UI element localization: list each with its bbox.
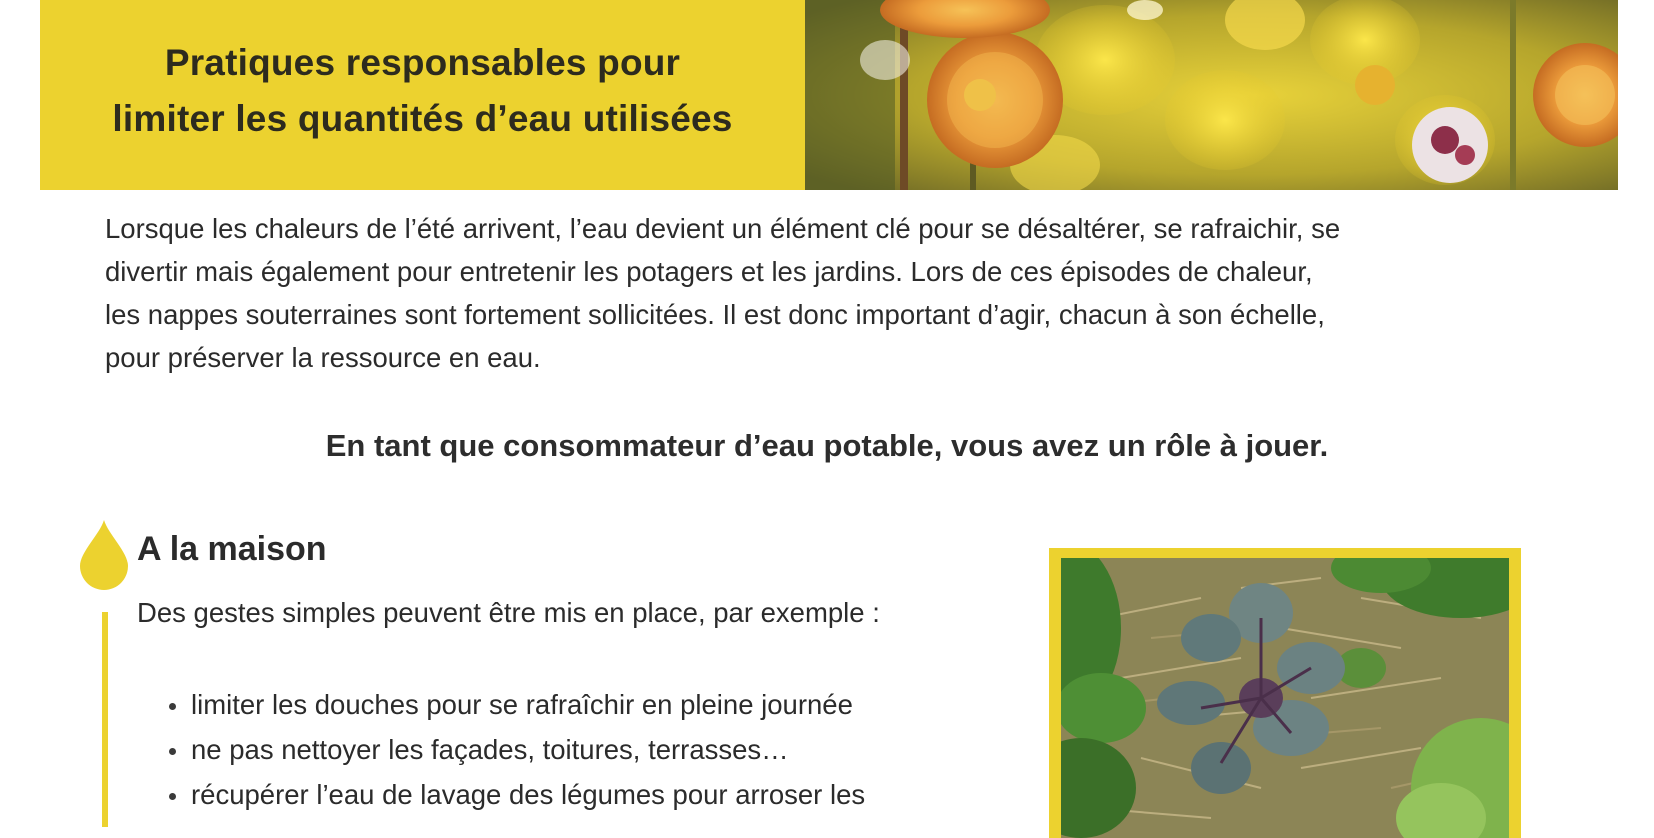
- intro-paragraph: [105, 207, 1555, 379]
- intro-line-1: Lorsque les chaleurs de l’été arrivent, l’eau devient un élément clé pour se désaltérer, se rafraichir, se: [105, 213, 1341, 244]
- banner-title: [40, 0, 805, 190]
- banner-title-line-2: limiter les quantités d’eau utilisées: [112, 98, 733, 139]
- list-item: limiter les douches pour se rafraîchir en pleine journée: [165, 682, 865, 727]
- dahlia-flowers-photo: [805, 0, 1618, 190]
- tagline: En tant que consommateur d’eau potable, vous avez un rôle à jouer.: [325, 428, 1329, 463]
- banner-title-line-1: Pratiques responsables pour: [164, 42, 681, 83]
- intro-line-4: pour préserver la ressource en eau.: [105, 342, 541, 373]
- mulched-garden-photo: [1049, 548, 1521, 838]
- list-item: ne pas nettoyer les façades, toitures, terrasses…: [165, 727, 865, 772]
- intro-line-3: les nappes souterraines sont fortement sollicitées. Il est donc important d’agir, chacun à son échelle,: [105, 299, 1325, 330]
- water-drop-icon: [78, 518, 130, 590]
- header-banner: [40, 0, 1618, 190]
- list-item: récupérer l’eau de lavage des légumes pour arroser les: [165, 772, 865, 817]
- tips-list: [165, 682, 865, 817]
- intro-line-2: divertir mais également pour entretenir les potagers et les jardins. Lors de ces épisodes de chaleur,: [105, 256, 1313, 287]
- section-accent-bar: [102, 612, 108, 827]
- section-title: A la maison: [137, 530, 327, 568]
- section-intro: Des gestes simples peuvent être mis en place, par exemple :: [137, 597, 880, 628]
